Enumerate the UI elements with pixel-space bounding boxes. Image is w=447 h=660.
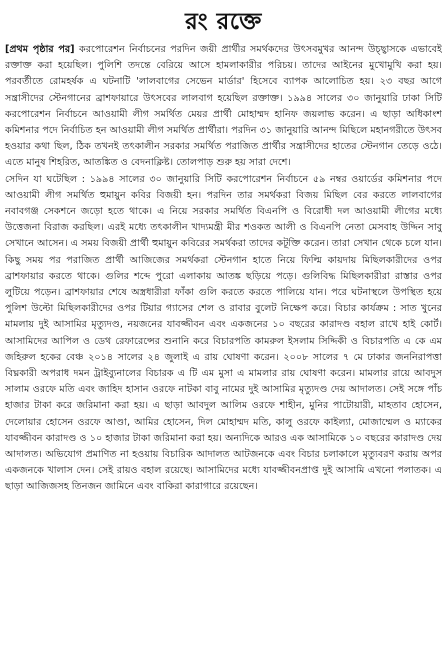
article-body [5, 42, 442, 656]
paragraph-1-text: করপোরেশন নির্বাচনের পরদিন জয়ী প্রার্থীর সমর্থকদের উৎসবমুখর আনন্দ উচ্ছ্বাসকে এভাবেই রক্তাক্ত করা হয়েছিল। পুলিশি তদন্তে বেরিয়ে আসে হামলাকারীর পরিচয়। তাদের আইনের মুখোমুখি করা হয়। পরবর্তীতে রোমহর্ষক এ ঘটনাটি 'লালবাগের সেভেন মার্ডার' হিসেবে ব্যাপক আলোচিত হয়। ২৩ বছর আগে সন্ত্রাসীদের স্টেনগানের ব্রাশফায়ারে উৎসবের লালবাগ হয়েছিল রক্তাক্ত। ১৯৯৪ সালের ৩০ জানুয়ারি ঢাকা সিটি করপোরেশন নির্বাচনে আওয়ামী লীগ সমর্থিত মেয়র প্রার্থী মোহাম্মদ হানিফ জয়লাভ করেন। এ ছাড়া অধিকাংশ কমিশনার পদে নির্বাচিত হন আওয়ামী লীগ সমর্থিত প্রার্থীরা। পরদিন ৩১ জানুয়ারি আনন্দ মিছিলে মহানগরীতে উৎসব হওয়ার কথা ছিল, ঠিক তখনই তৎকালীন সরকার সমর্থিত পরাজিত প্রার্থীর সন্ত্রাসীদের হাতের স্টেনগান তেড়ে ওঠে। এতে মানুষ শিহরিত, আতঙ্কিত ও বেদনাক্লিষ্ট। তোলপাড় শুরু হয় সারা দেশে। [5, 44, 442, 169]
article-paragraph-2: সেদিন যা ঘটেছিল : ১৯৯৪ সালের ৩০ জানুয়ারি সিটি করপোরেশন নির্বাচনে ৫৯ নম্বর ওয়ার্ডের কমিশনার পদে আওয়ামী লীগ সমর্থিত হুমায়ুন কবির বিজয়ী হন। পরদিন তার সমর্থকরা বিজয় মিছিল বের করতে লালবাগের নবাবগঞ্জ সেকশনে জড়ো হতে থাকে। এ নিয়ে সরকার সমর্থিত বিএনপি ও বিরোধী দল আওয়ামী লীগের মধ্যে উত্তেজনা বিরাজ করছিল। এরই মধ্যে তৎকালীন খাদ্যমন্ত্রী মীর শওকত আলী ও বিএনপি নেতা মেসবাহ উদ্দিন সাবু সেখানে আসেন। এ সময় বিজয়ী প্রার্থী হুমায়ুন কবিরের সমর্থকরা তাদের কটূক্তি করেন। তারা সেখান থেকে চলে যান। কিছু সময় পর পরাজিত প্রার্থী আজিজের সমর্থকরা স্টেনগান হাতে নিয়ে ফিল্মি কায়দায় মিছিলকারীদের ওপর ব্রাশফায়ার করতে থাকে। গুলির শব্দে পুরো এলাকায় আতঙ্ক ছড়িয়ে পড়ে। গুলিবিদ্ধ মিছিলকারীরা রাস্তার ওপর লুটিয়ে পড়েন। ব্রাশফায়ার শেষে অস্ত্রধারীরা ফাঁকা গুলি করতে করতে পালিয়ে যান। পরে ঘটনাস্থলে উপস্থিত হয়ে পুলিশ উল্টো মিছিলকারীদের ওপর টিয়ার গ্যাসের শেল ও রাবার বুলেট নিক্ষেপ করে। বিচার কার্যক্রম : সাত খুনের মামলায় দুই আসামির মৃত্যুদণ্ড, নয়জনের যাবজ্জীবন এবং একজনের ১০ বছরের কারাদণ্ড বহাল রাখে হাই কোর্ট। আসামিদের আপিল ও ডেথ রেফারেন্সের শুনানি করে বিচারপতি কামরুল ইসলাম সিদ্দিকী ও বিচারপতি এ কে এম জহিরুল হকের বেঞ্চ ২০১৪ সালের ২৪ জুলাই এ রায় ঘোষণা করেন। ২০০৮ সালের ৭ মে ঢাকার জননিরাপত্তা বিঘ্নকারী অপরাধ দমন ট্রাইব্যুনালের বিচারক এ টি এম মুসা এ মামলার রায় ঘোষণা করেন। মামলার রায়ে আবদুস সালাম ওরফে মতি এবং জাহিদ হাসান ওরফে নাটকা বাবু নামের দুই আসামির মৃত্যুদণ্ড দেয় আদালত। সেই সঙ্গে পাঁচ হাজার টাকা করে জরিমানা করা হয়। এ ছাড়া আবদুল আলিম ওরফে শাহীন, মুনির পাটোয়ারী, মাহতাব হোসেন, দেলোয়ার হোসেন ওরফে আণ্ডা, আমির হোসেন, দিল মোহাম্মদ মতি, কালু ওরফে কাইল্যা, মোজাম্মেল ও ম্যাকের যাবজ্জীবন কারাদণ্ড ও ১০ হাজার টাকা জরিমানা করা হয়। অন্যদিকে আরও এক আসামিকে ১০ বছরের কারাদণ্ড দেয় আদালত। অভিযোগ প্রমাণিত না হওয়ায় বিচারিক আদালত আটজনকে এবং বিচার চলাকালে মৃত্যুবরণ করায় অপর একজনকে খালাস দেন। সেই রায়ও বহাল রয়েছে। আসামিদের মধ্যে যাবজ্জীবনপ্রাপ্ত দুই আসামি এখনো পলাতক। এ ছাড়া আজিজসহ তিনজন জামিনে এবং বাকিরা কারাগারে রয়েছেন। [5, 173, 442, 493]
article-headline: রং রক্তে [185, 9, 262, 35]
article-paragraph-1 [5, 42, 442, 172]
continuation-tag: [প্রথম পৃষ্ঠার পর] [5, 44, 75, 55]
